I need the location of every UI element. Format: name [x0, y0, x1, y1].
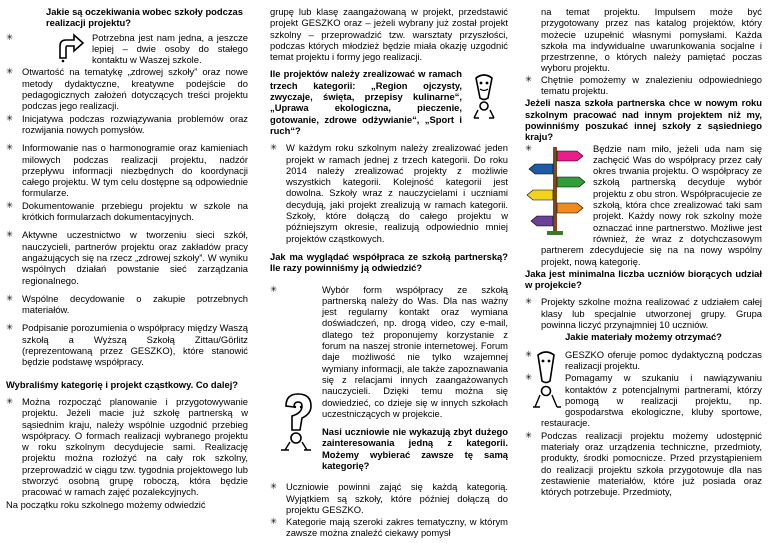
list-item: ✳ Chętnie pomożemy w znalezieniu odpowiedniego tematu projektu.: [525, 74, 762, 97]
list-item: ✳ Będzie nam miło, jeżeli uda nam się zachęcić Was do współpracy przez cały okres trwania projektu. O współpracy ze szkołą partnerską decyduje wybór projektu z obu stron. Współpracujecie ze szkołą, która chce zrealizować taki sam projekt. Każdy nowy rok szkolny może oznaczać inne partnerstwo. Możliwe jest również, że wraz z dotychczasowym partnerem zdecydujecie się na na nowy wspólny projekt, nową kategorię.: [525, 143, 762, 267]
list-item: ✳ Wybór form współpracy ze szkołą partnerską należy do Was. Dla nas ważny jest regularny kontakt oraz wymiana doświadczeń, np. drogą video, czy e-mail, dlatego też proponujemy korzystanie z forum na naszej stronie internetowej. Forum daje możliwość nie tylko wzajemnej wymiany informacji, ale także zapoznawania się z relacjami innych zaangażowanych nauczycieli. Dzięki temu można się dowiedzieć, co dzieje się w innych szkołach uczestniczących w projekcie.: [270, 284, 508, 420]
paragraph: Na początku roku szkolnego możemy odwiedzić: [6, 498, 206, 510]
list-item: ✳ Można rozpocząć planowanie i przygotowywanie projektu. Jeżeli macie już szkołę partnerską w sąsiednim kraju, należy wspólnie uzgodnić przebieg współpracy. O formach realizacji wybranego projektu w roku szkolnym decydujecie sami. Realizację projektu można rozłożyć na cały rok szkolny, przeprowadzić w ciągu tzw. tygodnia projektowego lub stworzyć osobną grupę roboczą, która będzie pracować w ramach zajęć pozalekcyjnych.: [6, 396, 248, 498]
heading-partner-cooperation: Jak ma wyglądać współpraca ze szkołą partnerską? Ile razy powinniśmy ją odwiedzić?: [270, 250, 508, 274]
heading-how-many-projects: Ile projektów należy zrealizować w ramach trzech kategorii: „Region ojczysty, zwyczaje, święta, przepisy kulinarne“, „Uprawa ekologiczna, pieczenie, gotowanie, zdrowe odżywianie“, „Sport i ruch“?: [270, 68, 462, 136]
heading-partner-different-project: Jeżeli nasza szkoła partnerska chce w nowym roku szkolnym pracować nad innym projektem niż my, powinniśmy poszukać innej szkoły z sąsiedniego kraju?: [525, 97, 762, 143]
list-item: ✳ Uczniowie powinni zająć się każdą kategorią. Wyjątkiem są szkoły, które później dołączą do projektu GESZKO.: [270, 481, 508, 515]
list-item: ✳ Otwartość na tematykę „zdrowej szkoły” oraz nowe metody dydaktyczne, kreatywne podejście do pedagogicznych założeń dotyczących treści projektu podczas jego realizacji.: [6, 66, 248, 111]
list-item: ✳ Podczas realizacji projektu możemy udostępnić materiały oraz urządzenia techniczne, przedmioty, produkty, środki pomocnicze. Przed przystąpieniem do realizacji projektu szkoła przygotowuje dla nas zestawienie materiałów, które już posiada oraz których potrzebuje. Przedmioty,: [525, 430, 762, 498]
heading-expectations: Jakie są oczekiwania wobec szkoły podczas realizacji projektu?: [46, 6, 243, 29]
column-1: [6, 6, 248, 540]
list-item: ✳ Dokumentowanie przebiegu projektu w szkole na krótkich formularzach dokumentacyjnych.: [6, 200, 248, 223]
list-item: ✳ Pomagamy w szukaniu i nawiązywaniu kontaktów z potencjalnymi partnerami, którzy pomogą w realizacji projektu, np. gospodarstwa ekologiczne, kluby sportowe, restauracje.: [525, 372, 762, 428]
list-item: ✳ Projekty szkolne można realizować z udziałem całej klasy lub specjalnie utworzonej grupy. Grupa powinna liczyć przynajmniej 10 uczniów.: [525, 296, 762, 330]
list-item: ✳ W każdym roku szkolnym należy zrealizować jeden projekt w ramach jednej z trzech kategorii. Do roku 2014 należy zrealizować projekty z możliwie wszystkich kategorii. Kolejność kategorii jest dowolna. Szkoły wraz z nauczycielami i uczniami decydują, jaki projekt zrealizują w ramach kategorii. Szkoły, które dołączą do całego projektu w późniejszym okresie, realizują odpowiednio mniej projektów cząstkowych.: [270, 142, 508, 244]
paragraph: grupę lub klasę zaangażowaną w projekt, przedstawić projekt GESZKO oraz – jeżeli wybrany już został projekt szkolny – przeprowadzić tzw. warsztaty przyszłości, podczas których młodzież będzie miała okazję uzgodnić temat projektu i formy jego realizacji.: [270, 6, 508, 63]
heading-materials: Jakie materiały możemy otrzymać?: [565, 331, 722, 343]
paragraph: na temat projektu. Impulsem może być przygotowany przez nas katalog projektów, który możecie uzupełnić własnymi pomysłami. Każda szkoła ma indywidualne uwarunkowania socjalne i przestrzenne, o których należy pamiętać poczas wyboru projektu.: [541, 6, 762, 74]
list-item: ✳ Kategorie mają szeroki zakres tematyczny, w którym zawsze można znaleźć ciekawy pomysł: [270, 516, 508, 539]
exclamation-figure-icon: [470, 72, 498, 122]
heading-same-category: Nasi uczniowie nie wykazują zbyt dużego zainteresowania jedną z kategorii. Możemy wybierać zawsze tę samą kategorię?: [322, 426, 508, 471]
list-item: ✳ Podpisanie porozumienia o współpracy między Waszą szkołą a Wyższą Szkołą Zittau/Görlitz (reprezentowaną przez GESZKO), które stanowić będzie podstawę współpracy.: [6, 322, 248, 367]
list-item: ✳ Inicjatywa podczas rozwiązywania problemów oraz rozwijania nowych pomysłów.: [6, 113, 248, 136]
heading-min-students: Jaka jest minimalna liczba uczniów biorących udział w projekcie?: [525, 267, 762, 291]
heading-next-steps: Wybraliśmy kategorię i projekt cząstkowy. Co dalej?: [6, 378, 239, 390]
column-3: [525, 6, 762, 540]
list-item: ✳ Wspólne decydowanie o zakupie potrzebnych materiałów.: [6, 293, 248, 316]
list-item: ✳ Potrzebna jest nam jedna, a jeszcze lepiej – dwie osoby do stałego kontaktu w Waszej szkole.: [6, 32, 248, 66]
list-item: ✳ Aktywne uczestnictwo w tworzeniu sieci szkół, nauczycieli, partnerów projektu oraz zakładów pracy angażujących się na rzecz „zdrowej szkoły”. W wyniku wspólnych działań powstanie sieć zarządzania regionalnego.: [6, 229, 248, 285]
list-item: ✳ Informowanie nas o harmonogramie oraz kamieniach milowych podczas realizacji projektu, nadzór przepływu informacji niezbędnych do koordynacji całego projektu. W tym celu dostępne są odpowiednie formularze.: [6, 142, 248, 198]
column-2: [270, 6, 508, 540]
list-item: ✳ GESZKO oferuje pomoc dydaktyczną podczas realizacji projektu.: [525, 349, 762, 372]
